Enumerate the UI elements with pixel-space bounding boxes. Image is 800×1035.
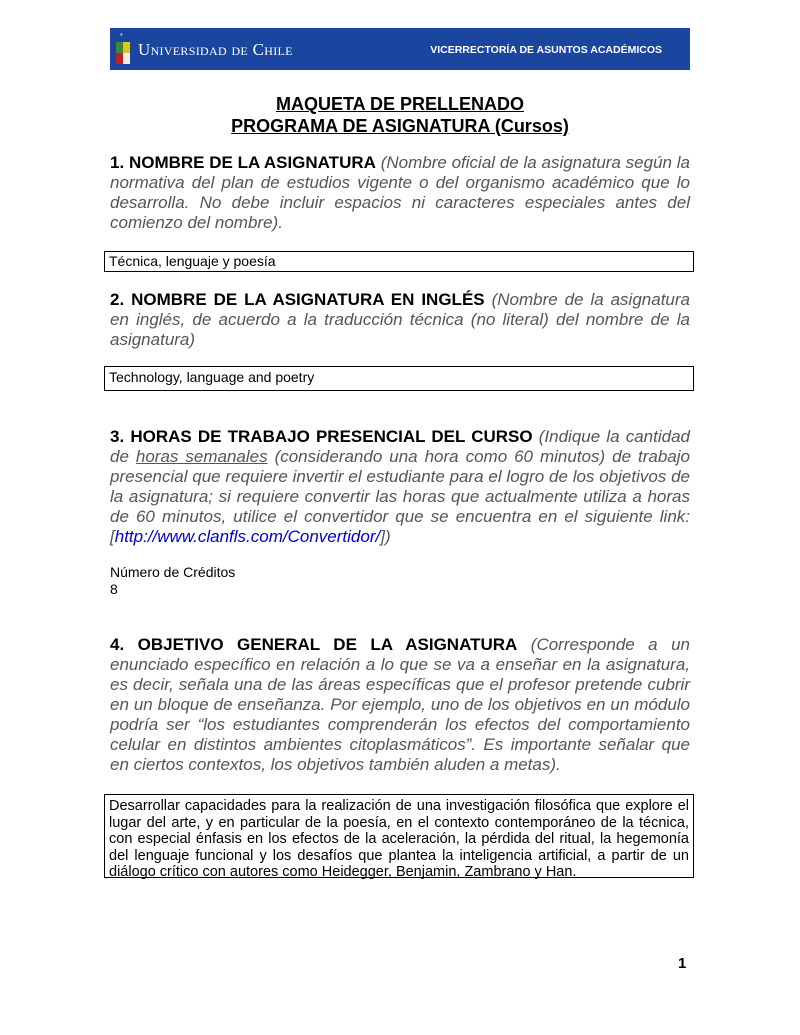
section-3-note-cont: (considerando una hora como 60 minutos) de trabajo presencial que requiere invertir el estudiante para el logro de los objetivos de la asignatura; si requiere convertir las horas que actualmente utiliza a horas de 60 minutos, utilice el convertidor que se encuentra en el siguiente link: [ xyxy=(110,447,690,546)
section-3-note-end: ]) xyxy=(380,527,391,546)
section-3-note-underlined: horas semanales xyxy=(135,447,268,466)
section-2-heading: 2. NOMBRE DE LA ASIGNATURA EN INGLÉS xyxy=(110,290,485,309)
section-4-heading: 4. OBJETIVO GENERAL DE LA ASIGNATURA xyxy=(110,635,518,654)
university-logo-icon: * xyxy=(116,34,130,66)
section-1-heading: 1. NOMBRE DE LA ASIGNATURA xyxy=(110,153,376,172)
section-1-text xyxy=(110,153,690,233)
course-name-field: Técnica, lenguaje y poesía xyxy=(104,251,694,272)
section-4-note: (Corresponde a un enunciado específico en relación a lo que se va a enseñar en la asignatura, es decir, señala una de las áreas específicas que el profesor pretende cubrir en un bloque de enseñanza. Por ejemplo, uno de los objetivos en un módulo podría ser “los estudiantes comprenderán los efectos del comportamiento celular en distintos ambientes citoplasmáticos”. Es importante señalar que en ciertos contextos, los objetivos también aluden a metas). xyxy=(110,635,690,774)
title-line-2: PROGRAMA DE ASIGNATURA (Cursos) xyxy=(231,116,569,136)
title-line-1: MAQUETA DE PRELLENADO xyxy=(275,94,524,114)
converter-link[interactable]: http://www.clanfls.com/Convertidor/ xyxy=(114,527,381,546)
credits-value: 8 xyxy=(110,581,118,597)
section-3-note: (Indique la cantidad de xyxy=(110,427,691,466)
section-3-heading: 3. HORAS DE TRABAJO PRESENCIAL DEL CURSO xyxy=(110,427,533,446)
course-name-english-field: Technology, language and poetry xyxy=(104,366,694,391)
general-objective-field: Desarrollar capacidades para la realización de una investigación filosófica que explore el lugar del arte, y en particular de la poesía, en el contexto contemporáneo de la técnica, con especial énfasis en los efectos de la aceleración, la pérdida del ritual, la hegemonía del lenguaje funcional y los desafíos que plantea la inteligencia artificial, a partir de un diálogo crítico con autores como Heidegger, Benjamin, Zambrano y Han. xyxy=(104,794,694,878)
section-2-text xyxy=(110,290,690,350)
section-1-note: (Nombre oficial de la asignatura según la normativa del plan de estudios vigente o del organismo académico que lo desarrolla. No debe incluir espacios ni caracteres especiales antes del comienzo del nombre). xyxy=(110,153,690,232)
section-3-text xyxy=(110,427,690,547)
university-name: Universidad de Chile xyxy=(138,40,293,59)
office-name: VICERRECTORÍA DE ASUNTOS ACADÉMICOS xyxy=(430,44,662,56)
page-number: 1 xyxy=(678,955,687,972)
section-4-text xyxy=(110,635,690,775)
credits-label: Número de Créditos xyxy=(110,564,236,580)
section-2-note: (Nombre de la asignatura en inglés, de acuerdo a la traducción técnica (no literal) del nombre de la asignatura) xyxy=(110,290,690,349)
header-banner xyxy=(110,28,690,70)
